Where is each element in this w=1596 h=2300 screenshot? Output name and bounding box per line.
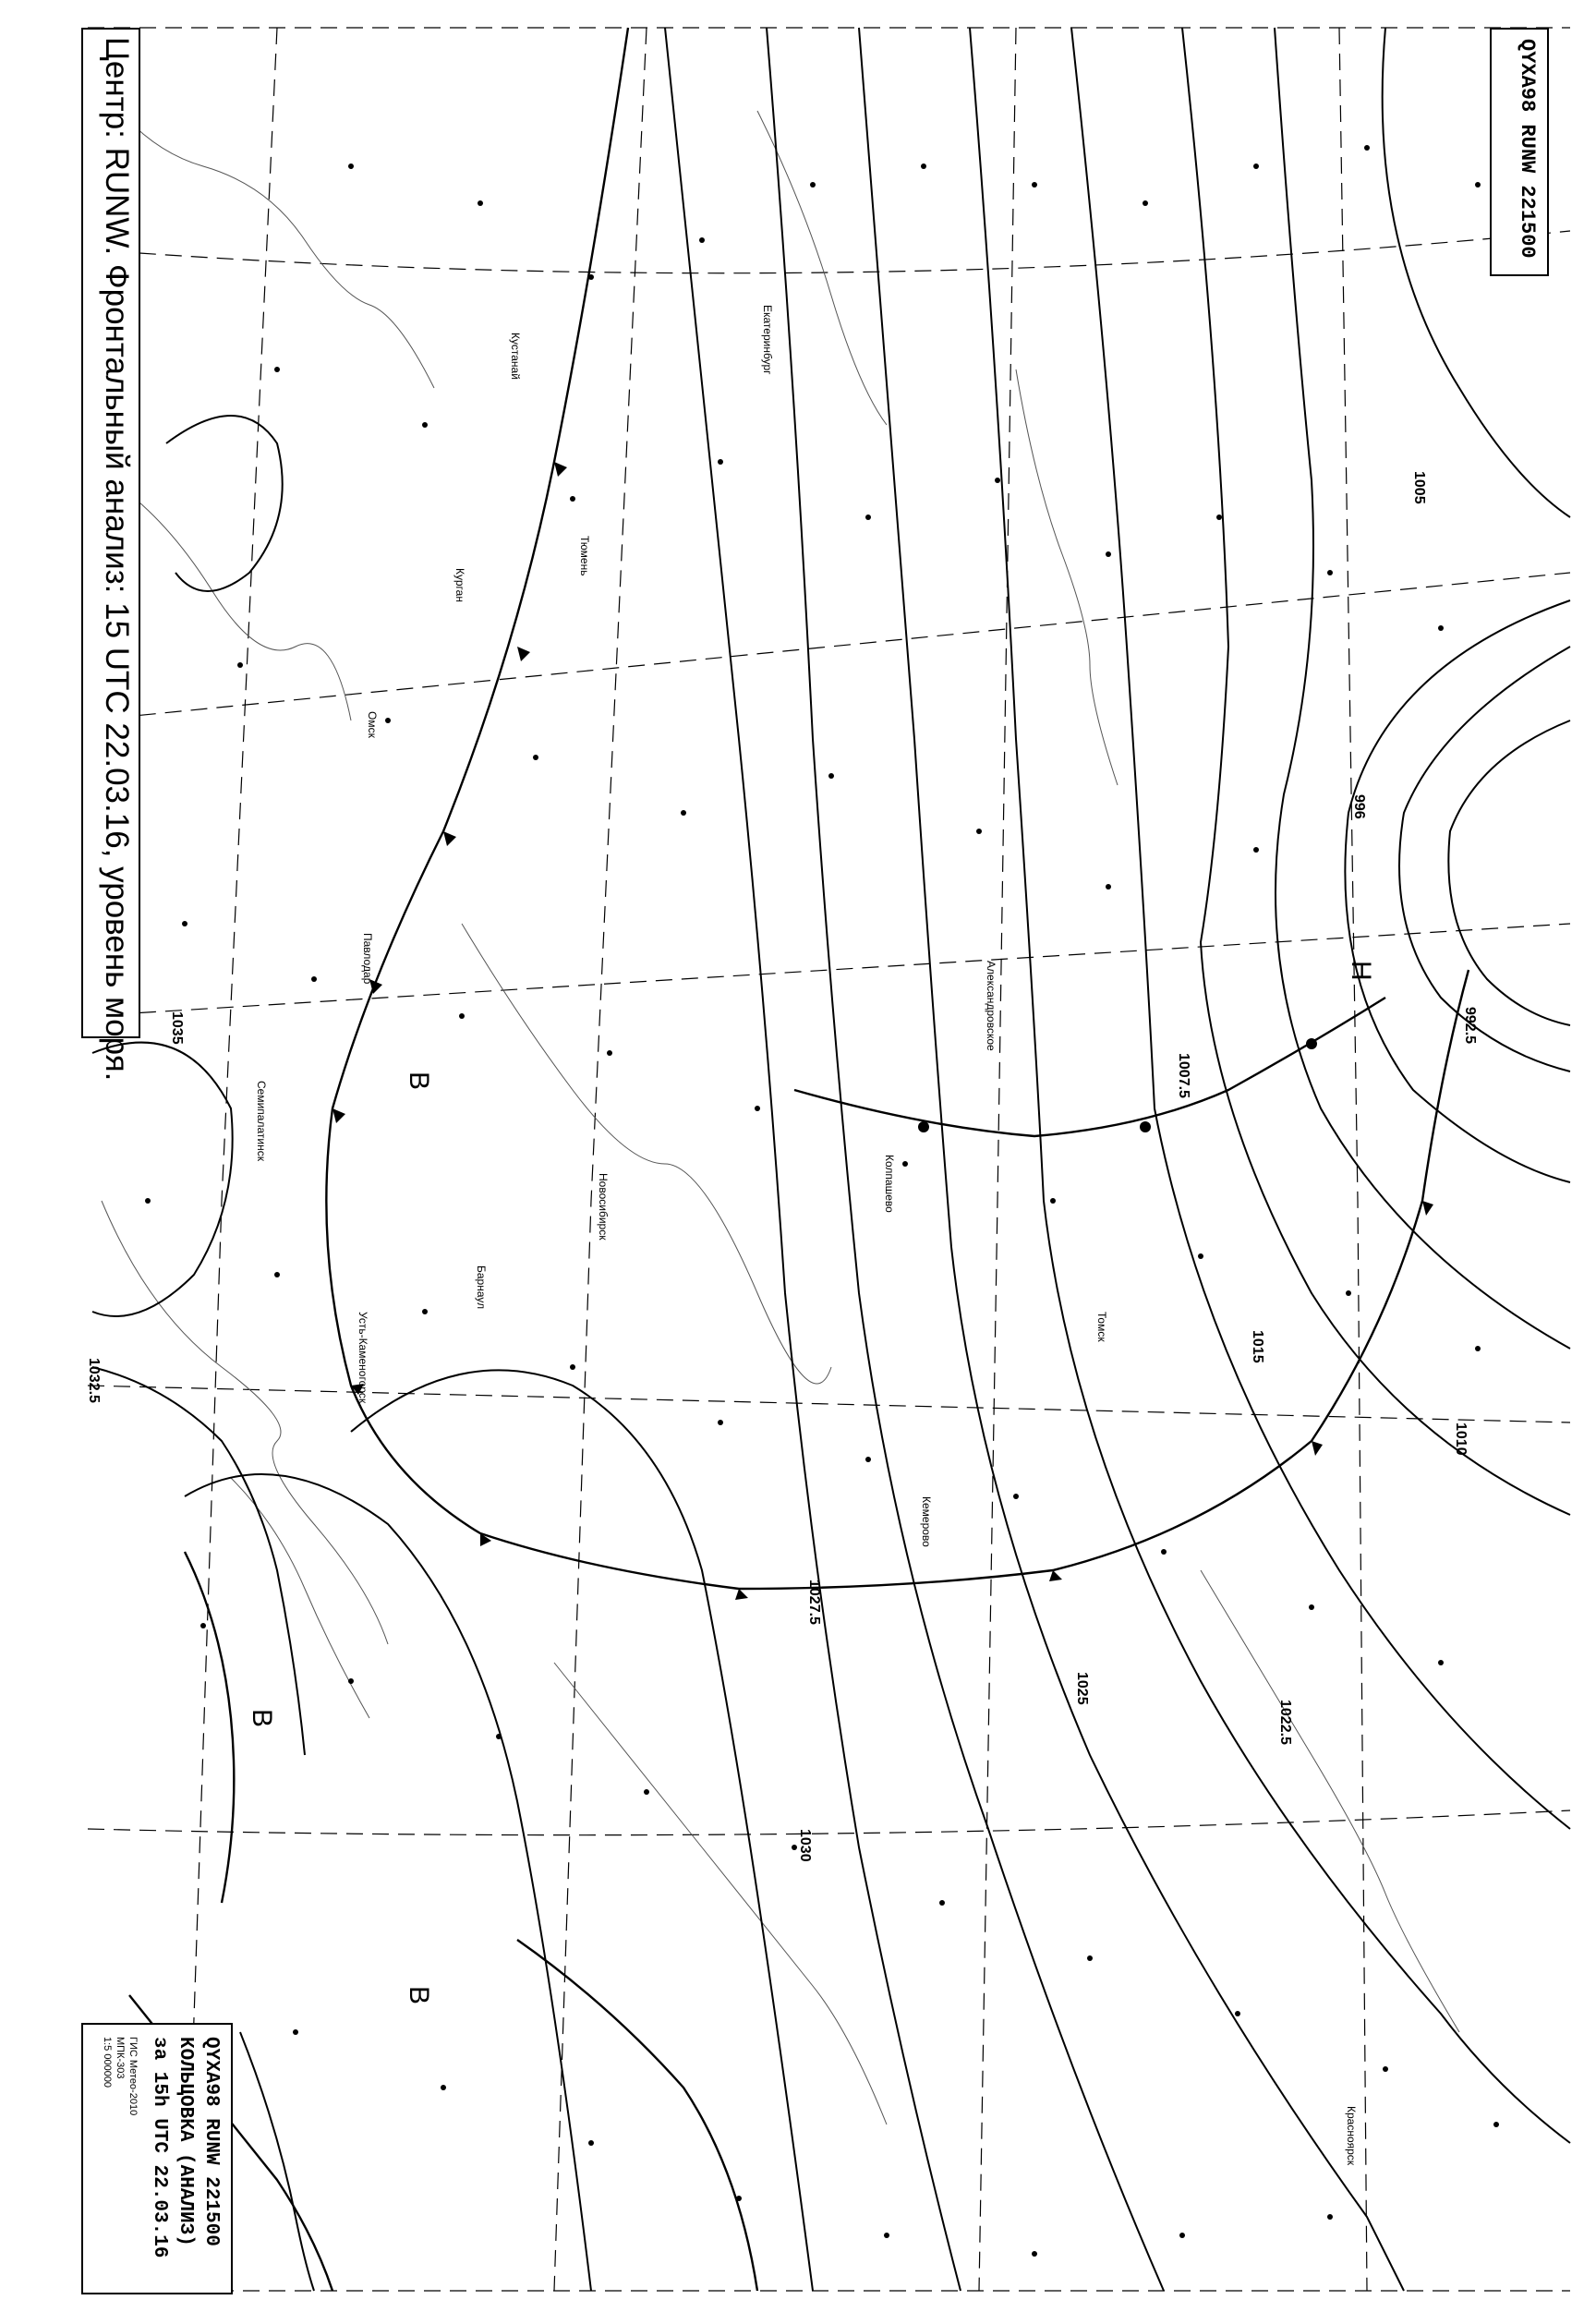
high-center: В <box>404 1986 434 2005</box>
station-name: Кемерово <box>920 1496 933 1547</box>
station-name: Омск <box>366 711 379 738</box>
station-name: Курган <box>453 568 466 602</box>
stamp-line-1: QYXA98 RUNW 221500 <box>200 2037 222 2246</box>
stamp-footer-3: 1:5 000000 <box>102 2037 113 2088</box>
station-name: Барнаул <box>475 1265 488 1310</box>
isobar-label: 996 <box>1351 794 1367 819</box>
station-name: Новосибирск <box>597 1173 610 1241</box>
stamp-footer-1: ГИС Метео-2010 <box>127 2037 139 2116</box>
station-name: Павлодар <box>361 933 374 985</box>
isobar-label: 1035 <box>169 1011 185 1045</box>
low-center: Н <box>1346 961 1376 981</box>
isobar-label: 1022.5 <box>1277 1700 1293 1745</box>
isobar-label: 1032.5 <box>86 1358 102 1403</box>
station-name: Семипалатинск <box>255 1081 268 1161</box>
map-title: Центр: RUNW. Фронтальный анализ: 15 UTC 22.03.16, уровень моря. <box>99 37 135 1082</box>
stamp-footer-2: МПК-303 <box>115 2037 126 2079</box>
station-name: Красноярск <box>1345 2106 1358 2166</box>
header-code: QYXA98 RUNW 221500 <box>1516 39 1539 259</box>
isobar-label: 1010 <box>1453 1422 1469 1456</box>
station-name: Томск <box>1095 1312 1108 1342</box>
isobar-label: 1007.5 <box>1176 1053 1191 1098</box>
isobar-label: 1005 <box>1411 471 1427 504</box>
high-center: В <box>247 1709 277 1728</box>
isobar-label: 992.5 <box>1462 1007 1478 1045</box>
station-name: Колпашево <box>883 1155 896 1213</box>
isobar-label: 1015 <box>1250 1330 1265 1363</box>
station-name: Екатеринбург <box>761 305 774 375</box>
station-name: Тюмень <box>578 536 591 576</box>
stamp-line-2: КОЛЬЦОВКА (АНАЛИЗ) <box>175 2037 196 2246</box>
stamp-line-3: за 15h UTC 22.03.16 <box>149 2037 170 2258</box>
station-name: Кустанай <box>509 333 522 380</box>
station-name: Усть-Каменогорск <box>357 1312 369 1404</box>
station-name: Александровское <box>985 961 998 1051</box>
isobar-label: 1030 <box>797 1829 813 1862</box>
high-center: В <box>404 1071 434 1091</box>
isobar-label: 1025 <box>1074 1672 1090 1705</box>
isobar-label: 1027.5 <box>806 1580 822 1625</box>
